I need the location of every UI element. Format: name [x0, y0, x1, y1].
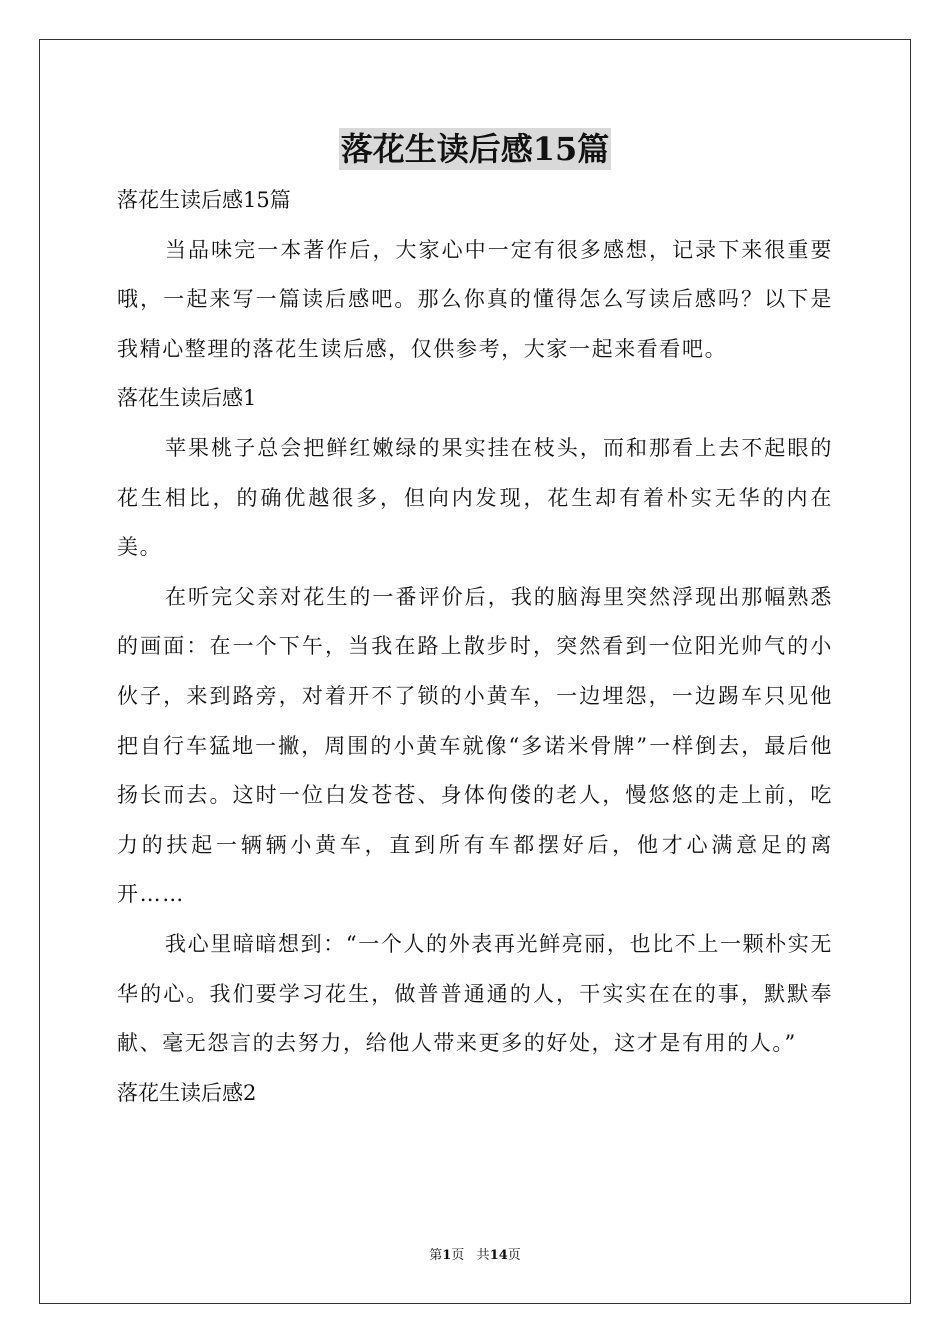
- body-paragraph: 苹果桃子总会把鲜红嫩绿的果实挂在枝头，而和那看上去不起眼的花生相比，的确优越很多，但向内发现，花生却有着朴实无华的内在美。: [117, 435, 833, 560]
- intro-paragraph: 当品味完一本著作后，大家心中一定有很多感想，记录下来很重要哦，一起来写一篇读后感吧。那么你真的懂得怎么写读后感吗？以下是我精心整理的落花生读后感，仅供参考，大家一起来看看吧。: [117, 237, 833, 361]
- total-pages: 14: [489, 1248, 508, 1263]
- section-heading-2: 落花生读后感2: [117, 1080, 257, 1105]
- subtitle-heading: 落花生读后感15篇: [117, 188, 291, 212]
- page-number: 1: [442, 1248, 452, 1263]
- title-container: [0, 128, 950, 170]
- section-heading-1: 落花生读后感1: [117, 386, 257, 411]
- total-prefix: 共: [476, 1248, 490, 1263]
- body-paragraph: 我心里暗暗想到：“一个人的外表再光鲜亮丽，也比不上一颗朴实无华的心。我们要学习花生，做普普通通的人，干实实在在的事，默默奉献、毫无怨言的去努力，给他人带来更多的好处，这才是有用的人。”: [117, 931, 833, 1056]
- page-prefix: 第: [429, 1248, 443, 1263]
- page-footer: [0, 1247, 950, 1265]
- body-paragraph: 在听完父亲对花生的一番评价后，我的脑海里突然浮现出那幅熟悉的画面：在一个下午，当我在路上散步时，突然看到一位阳光帅气的小伙子，来到路旁，对着开不了锁的小黄车，一边埋怨，一边踢车只见他把自行车猛地一撇，周围的小黄车就像“多诺米骨牌”一样倒去，最后他扬长而去。这时一位白发苍苍、身体佝偻的老人，慢悠悠的走上前，吃力的扶起一辆辆小黄车，直到所有车都摆好后，他才心满意足的离开……: [117, 584, 833, 907]
- page-suffix: 页: [451, 1248, 465, 1263]
- document-body: [117, 176, 833, 1118]
- total-suffix: 页: [507, 1248, 521, 1263]
- document-title: 落花生读后感15篇: [340, 130, 610, 168]
